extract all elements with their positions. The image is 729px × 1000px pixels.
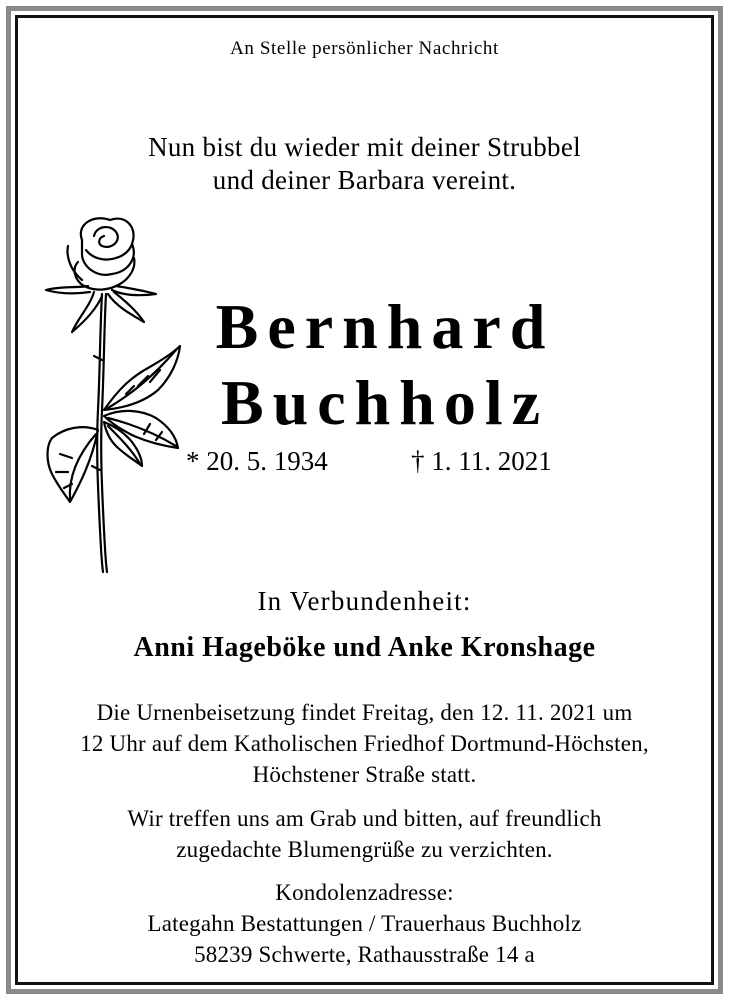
quote-line-2: und deiner Barbara vereint. [212,165,517,195]
birth-date: * 20. 5. 1934 [186,446,328,476]
condolence-line-1: Lategahn Bestattungen / Trauerhaus Buchholz [147,911,582,936]
request-line-1: Wir treffen uns am Grab und bitten, auf freundlich [127,806,602,831]
burial-line-3: Höchstener Straße statt. [252,762,477,787]
death-date: † 1. 11. 2021 [411,446,552,476]
condolence-line-2: 58239 Schwerte, Rathausstraße 14 a [194,942,535,967]
mourners-names: Anni Hageböke und Anke Kronshage [133,632,596,663]
request-line-2: zugedachte Blumengrüße zu verzichten. [176,837,553,862]
deceased-first-name: Bernhard [215,291,555,362]
burial-line-1: Die Urnenbeisetzung findet Freitag, den 12. 11. 2021 um [96,700,633,725]
quote-line-1: Nun bist du wieder mit deiner Strubbel [148,132,581,162]
deceased-last-name: Buchholz [220,367,550,438]
notice-header: An Stelle persönlicher Nachricht [230,38,499,59]
condolence-label: Kondolenzadresse: [275,880,454,905]
burial-line-2: 12 Uhr auf dem Katholischen Friedhof Dortmund-Höchsten, [80,731,649,756]
rose-icon [38,210,188,580]
mourners-intro: In Verbundenheit: [257,586,472,616]
